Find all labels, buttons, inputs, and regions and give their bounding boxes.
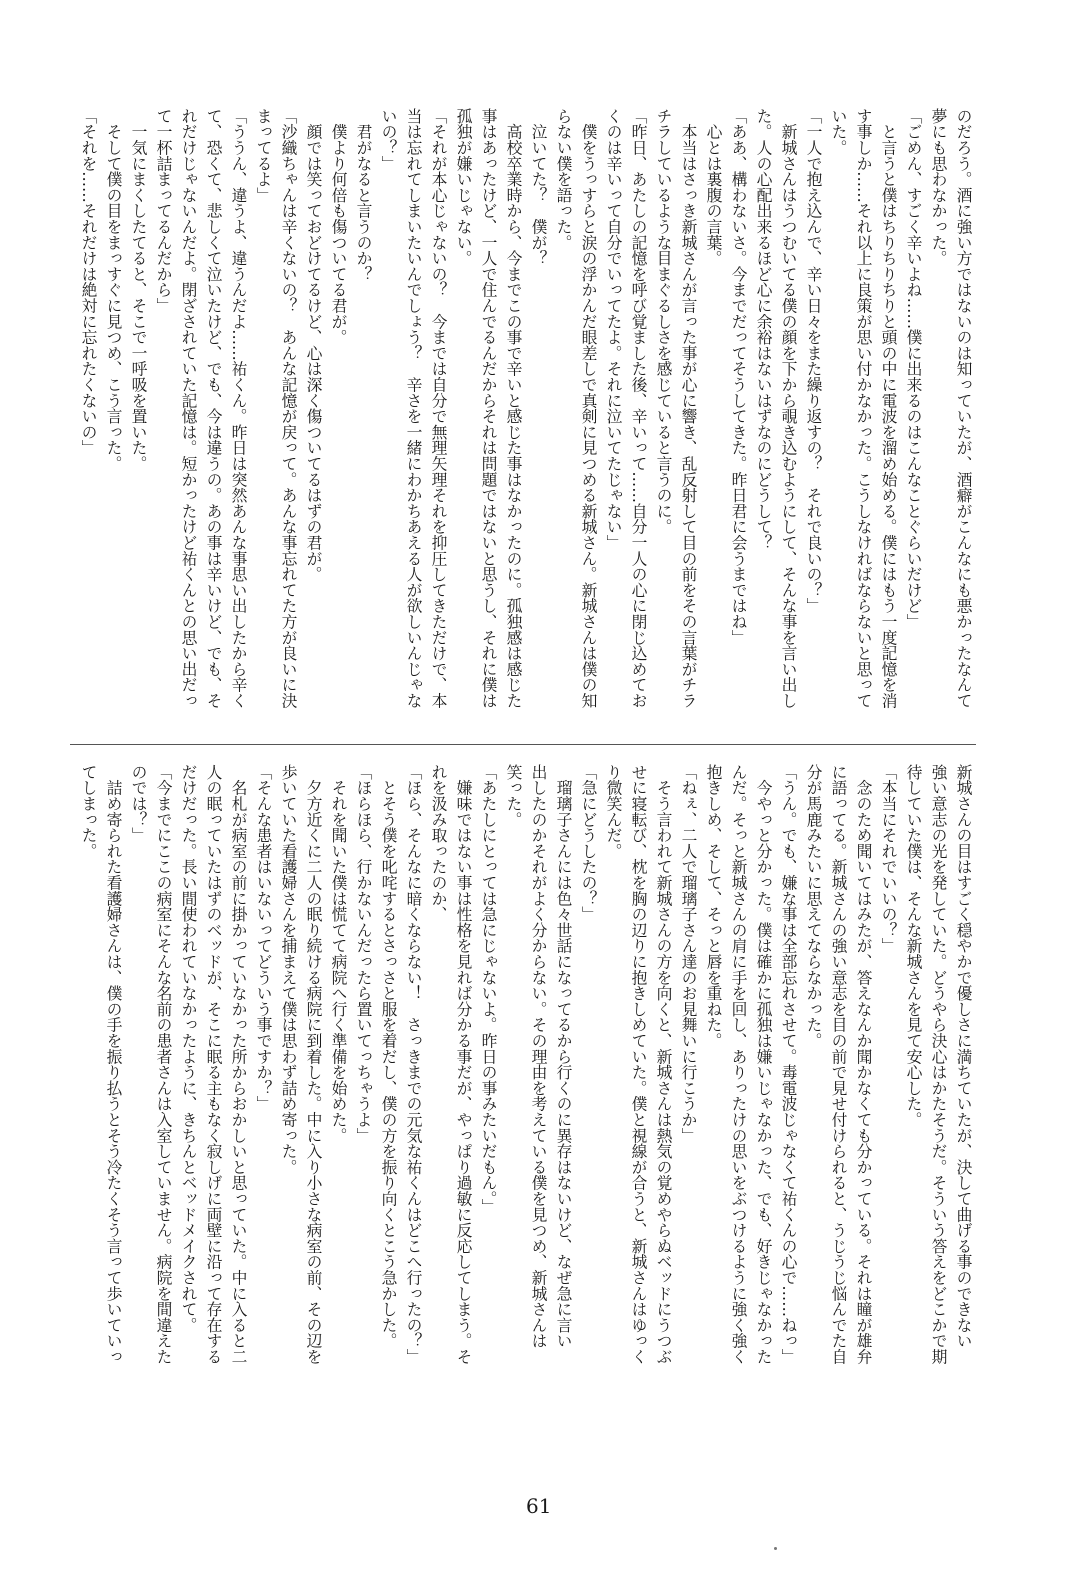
text-line: 新城さんの目はすごく穏やかで優しさに満ちていたが、決して曲げる事のできない xyxy=(954,764,973,1349)
text-line: とそう僕を叱咤するとさっさと服を着だし、僕の方を振り向くとこう急かした。 xyxy=(379,764,398,1349)
text-line: 夕方近くに二人の眠り続ける病院に到着した。中に入り小さな病室の前、その辺を xyxy=(304,764,323,1365)
section-divider xyxy=(70,744,976,745)
text-line: に語ってる。新城さんの強い意志を目の前で見せ付けられると、うじうじ悩んでた自 xyxy=(829,764,848,1365)
text-line: 事はあったけど、一人で住んでるんだからそれは問題ではないと思うし、それに僕は xyxy=(479,108,498,709)
text-line: 嫌味ではない事は性格を見れば分かる事だが、やっぱり過敏に反応してしまう。そ xyxy=(454,764,473,1365)
text-line: 人の眠っていたはずのベッドが、そこに眠る主もなく寂しげに両壁に沿って存在する xyxy=(204,764,223,1365)
lower-text-section xyxy=(76,764,976,1376)
text-line: 高校卒業時から、今までこの事で辛いと感じた事はなかったのに。孤独感は感じた xyxy=(504,108,523,709)
text-line: 「それが本心じゃないの？ 今までは自分で無理矢理それを抑圧してきただけで、本 xyxy=(429,108,448,709)
text-line: くのは辛いって自分でいってたよ。それに泣いてたじゃない」 xyxy=(604,108,623,551)
text-line: 抱きしめ、そして、そっと唇を重ねた。 xyxy=(704,764,723,1049)
text-line: 瑠璃子さんには色々世話になってるから行くのに異存はないけど、なぜ急に言い xyxy=(554,764,573,1349)
upper-text-section xyxy=(76,108,976,720)
text-line: 「沙織ちゃんは辛くないの？ あんな記憶が戻って。あんな事忘れてた方が良いに決 xyxy=(279,108,298,709)
text-line: らない僕を語った。 xyxy=(554,108,573,251)
text-line: 顔では笑っておどけてるけど、心は深く傷ついてるはずの君が。 xyxy=(304,108,323,582)
text-line: て一杯詰まってるんだから」 xyxy=(154,108,173,314)
text-line: 「ああ、構わないさ。今までだってそうしてきた。昨日君に会うまではね」 xyxy=(729,108,748,646)
text-line: た。人の心配出来るほど心に余裕はないはずなのにどうして？ xyxy=(754,108,773,551)
text-line: れだけじゃないんだよ。閉ざされていた記憶は。短かったけど祐くんとの思い出だっ xyxy=(179,108,198,709)
text-line: 心とは裏腹の言葉。 xyxy=(704,108,723,266)
page-number: 61 xyxy=(526,1494,552,1518)
text-line: 「うん。でも、嫌な事は全部忘れさせて。毒電波じゃなくて祐くんの心で……ねっ」 xyxy=(779,764,798,1365)
text-line: のでは？」 xyxy=(129,764,148,843)
text-line: 夢にも思わなかった。 xyxy=(929,108,948,266)
text-line: 「昨日、あたしの記憶を呼び覚ました後、辛いって……自分一人の心に閉じ込めてお xyxy=(629,108,648,709)
text-line: まってるよ」 xyxy=(254,108,273,203)
text-line: 泣いてた？ 僕が？ xyxy=(529,108,548,266)
text-line: 待していた僕は、そんな新城さんを見て安心した。 xyxy=(904,764,923,1128)
text-line: いの？」 xyxy=(379,108,398,172)
text-line: てしまった。 xyxy=(79,764,98,859)
text-line: 本当はさっき新城さんが言った事が心に響き、乱反射して目の前をその言葉がチラ xyxy=(679,108,698,709)
text-line: 「ほら、そんなに暗くならない！ さっきまでの元気な祐くんはどこへ行ったの？」 xyxy=(404,764,423,1365)
text-line: 分が馬鹿みたいに思えてならなかった。 xyxy=(804,764,823,1049)
text-line: り微笑んだ。 xyxy=(604,764,623,859)
text-line: そして僕の目をまっすぐに見つめ、こう言った。 xyxy=(104,108,123,472)
text-line: 「ううん、違うよ、違うんだよ……祐くん。昨日は突然あんな事思い出したから辛く xyxy=(229,108,248,709)
text-line: す事しか……それ以上に良策が思い付かなかった。こうしなければならないと思って xyxy=(854,108,873,709)
text-line: 一気にまくしたてると、そこで一呼吸を置いた。 xyxy=(129,108,148,472)
text-line: 「今までにここの病室にそんな名前の患者さんは入室していません。病院を間違えた xyxy=(154,764,173,1365)
text-line: 笑った。 xyxy=(504,764,523,828)
text-line: 「あたしにとっては急にじゃないよ。昨日の事みたいだもん。」 xyxy=(479,764,498,1215)
text-line: だけだった。長い間使われていなかったように、きちんとベッドメイクされて。 xyxy=(179,764,198,1333)
text-line: 念のため聞いてはみたが、答えなんか聞かなくても分かっている。それは瞳が雄弁 xyxy=(854,764,873,1365)
print-speck xyxy=(774,1547,777,1550)
text-line: それを聞いた僕は慌てて病院へ行く準備を始めた。 xyxy=(329,764,348,1144)
text-line: せに寝転び、枕を胸の辺りに抱きしめていた。僕と視線が合うと、新城さんはゆっく xyxy=(629,764,648,1365)
text-line: 強い意志の光を発していた。どうやら決心はかたそうだ。そういう答えをどこかで期 xyxy=(929,764,948,1365)
text-line: れを汲み取ったのか、 xyxy=(429,764,448,922)
text-line: いた。 xyxy=(829,108,848,156)
text-line: 今やっと分かった。僕は確かに孤独は嫌いじゃなかった、でも、好きじゃなかった xyxy=(754,764,773,1365)
text-line: 「ほらほら、行かないんだったら置いてっちゃうよ」 xyxy=(354,764,373,1144)
text-line: 「急にどうしたの？」 xyxy=(579,764,598,922)
text-line: 僕より何倍も傷ついてる君が。 xyxy=(329,108,348,345)
text-line: 詰め寄られた看護婦さんは、僕の手を振り払うとそう冷たくそう言って歩いていっ xyxy=(104,764,123,1365)
text-line: 「本当にそれでいいの？」 xyxy=(879,764,898,954)
text-line: んだ。そっと新城さんの肩に手を回し、ありったけの思いをぶつけるように強く強く xyxy=(729,764,748,1365)
text-line: 「そんな患者はいないってどういう事ですか？」 xyxy=(254,764,273,1112)
text-line: 名札が病室の前に掛かっていなかった所からおかしいと思っていた。中に入ると二 xyxy=(229,764,248,1365)
text-line: 孤独が嫌いじゃない。 xyxy=(454,108,473,266)
text-line: 新城さんはうつむいてる僕の顔を下から覗き込むようにして、そんな事を言い出し xyxy=(779,108,798,709)
text-line: 君がなると言うのか？ xyxy=(354,108,373,282)
text-line: 僕をうっすらと涙の浮かんだ眼差しで真剣に見つめる新城さん。新城さんは僕の知 xyxy=(579,108,598,709)
text-line: 「ごめん、すごく辛いよね……僕に出来るのはこんなことぐらいだけど」 xyxy=(904,108,923,630)
text-line: 当は忘れてしまいたいんでしょう？ 辛さを一緒にわかちあえる人が欲しいんじゃな xyxy=(404,108,423,709)
text-line: 「それを……それだけは絶対に忘れたくないの」 xyxy=(79,108,98,456)
text-line: と言うと僕はちりちりちりと頭の中に電波を溜め始める。僕にはもう一度記憶を消 xyxy=(879,108,898,709)
text-line: 歩いていた看護婦さんを捕まえて僕は思わず詰め寄った。 xyxy=(279,764,298,1175)
text-line: 「一人で抱え込んで、辛い日々をまた繰り返すの？ それで良いの？」 xyxy=(804,108,823,614)
text-line: そう言われて新城さんの方を向くと、新城さんは熱気の覚めやらぬベッドにうつぶ xyxy=(654,764,673,1365)
text-line: チラしているような目まぐるしさを感じていると言うのに。 xyxy=(654,108,673,535)
text-line: 「ねぇ、二人で瑠璃子さん達のお見舞いに行こうか」 xyxy=(679,764,698,1144)
text-line: 出したのかそれがよく分からない。その理由を考えている僕を見つめ、新城さんは xyxy=(529,764,548,1349)
text-line: のだろう。酒に強い方ではないのは知っていたが、酒癖がこんなにも悪かったなんて xyxy=(954,108,973,709)
text-line: て、恐くて、悲しくて泣いたけど、でも、今は違うの。あの事は辛いけど、でも、そ xyxy=(204,108,223,709)
